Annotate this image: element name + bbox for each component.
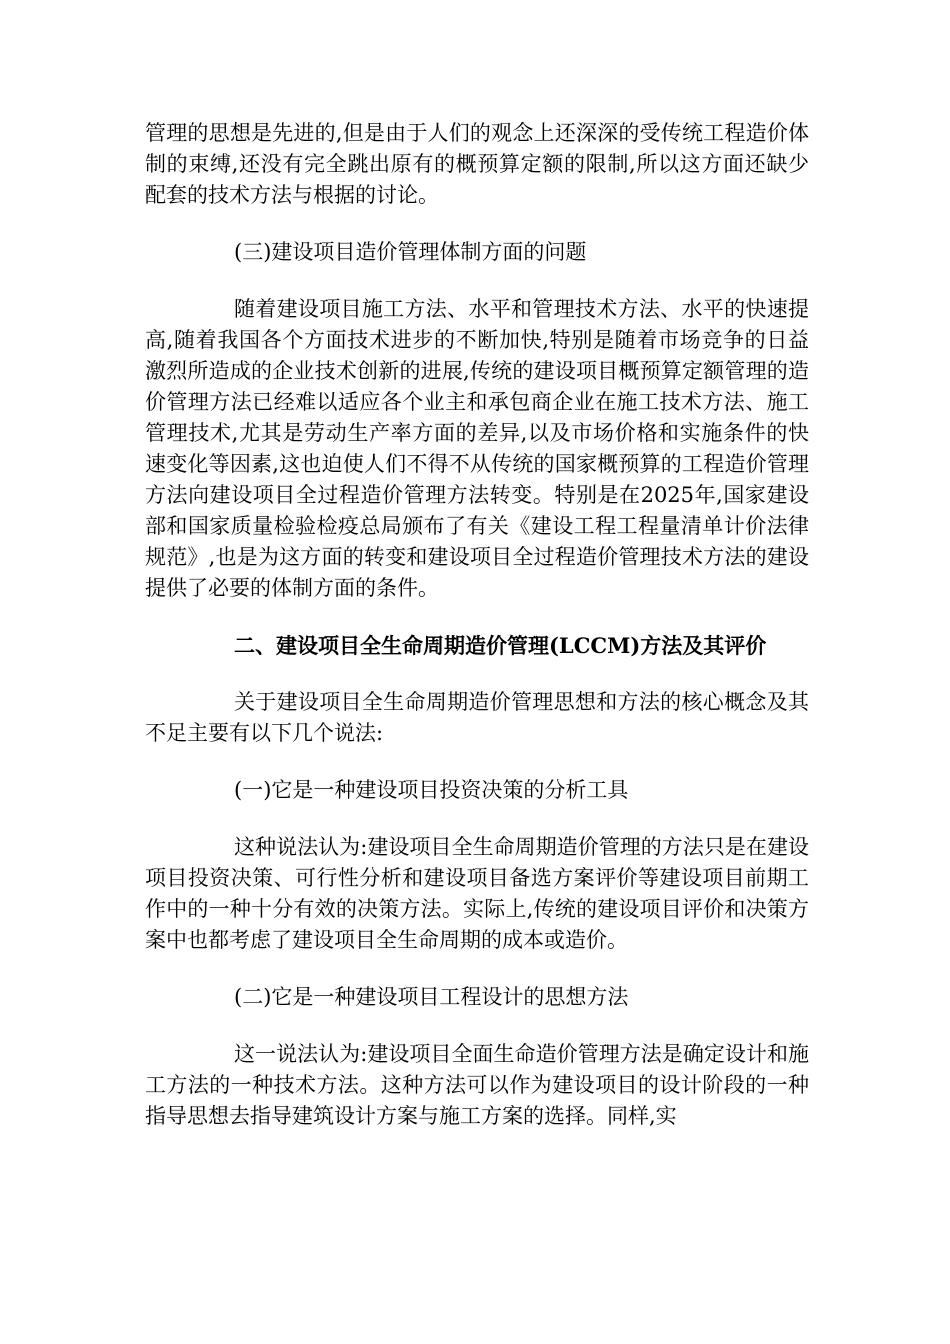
paragraph-design-method: 这一说法认为:建设项目全面生命造价管理方法是确定设计和施工方法的一种技术方法。这种方法可以作为建设项目的设计阶段的一种指导思想去指导建筑设计方案与施工方案的选择。同样,实 (145, 1042, 809, 1128)
paragraph-management-system: 随着建设项目施工方法、水平和管理技术方法、水平的快速提高,随着我国各个方面技术进步的不断加快,特别是随着市场竞争的日益激烈所造成的企业技术创新的进展,传统的建设项目概预算定额管理的造价管理方法已经难以适应各个业主和承包商企业在施工技术方法、施工管理技术,尤其是劳动生产率方面的差异,以及市场价格和实施条件的快速变化等因素,这也迫使人们不得不从传统的国家概预算的工程造价管理方法向建设项目全过程造价管理方法转变。特别是在2025年,国家建设部和国家质量检验检疫总局颁布了有关《建设工程工程量清单计价法律规范》,也是为这方面的转变和建设项目全过程造价管理技术方法的建设提供了必要的体制方面的条件。 (145, 297, 809, 600)
subheading-3: (三)建设项目造价管理体制方面的问题 (234, 240, 587, 264)
subheading-2: (二)它是一种建设项目工程设计的思想方法 (234, 985, 629, 1009)
paragraph-core-concepts: 关于建设项目全生命周期造价管理思想和方法的核心概念及其不足主要有以下几个说法: (145, 690, 809, 745)
paragraph-continuation: 管理的思想是先进的,但是由于人们的观念上还深深的受传统工程造价体制的束缚,还没有完全跳出原有的概预算定额的限制,所以这方面还缺少配套的技术方法与根据的讨论。 (145, 121, 809, 207)
section-heading-2: 二、建设项目全生命周期造价管理(LCCM)方法及其评价 (234, 633, 767, 658)
paragraph-investment-decision: 这种说法认为:建设项目全生命周期造价管理的方法只是在建设项目投资决策、可行性分析和建设项目备选方案评价等建设项目前期工作中的一种十分有效的决策方法。实际上,传统的建设项目评价和决策方案中也都考虑了建设项目全生命周期的成本或造价。 (145, 835, 809, 952)
document-page (145, 118, 809, 1132)
subheading-1: (一)它是一种建设项目投资决策的分析工具 (234, 778, 629, 802)
